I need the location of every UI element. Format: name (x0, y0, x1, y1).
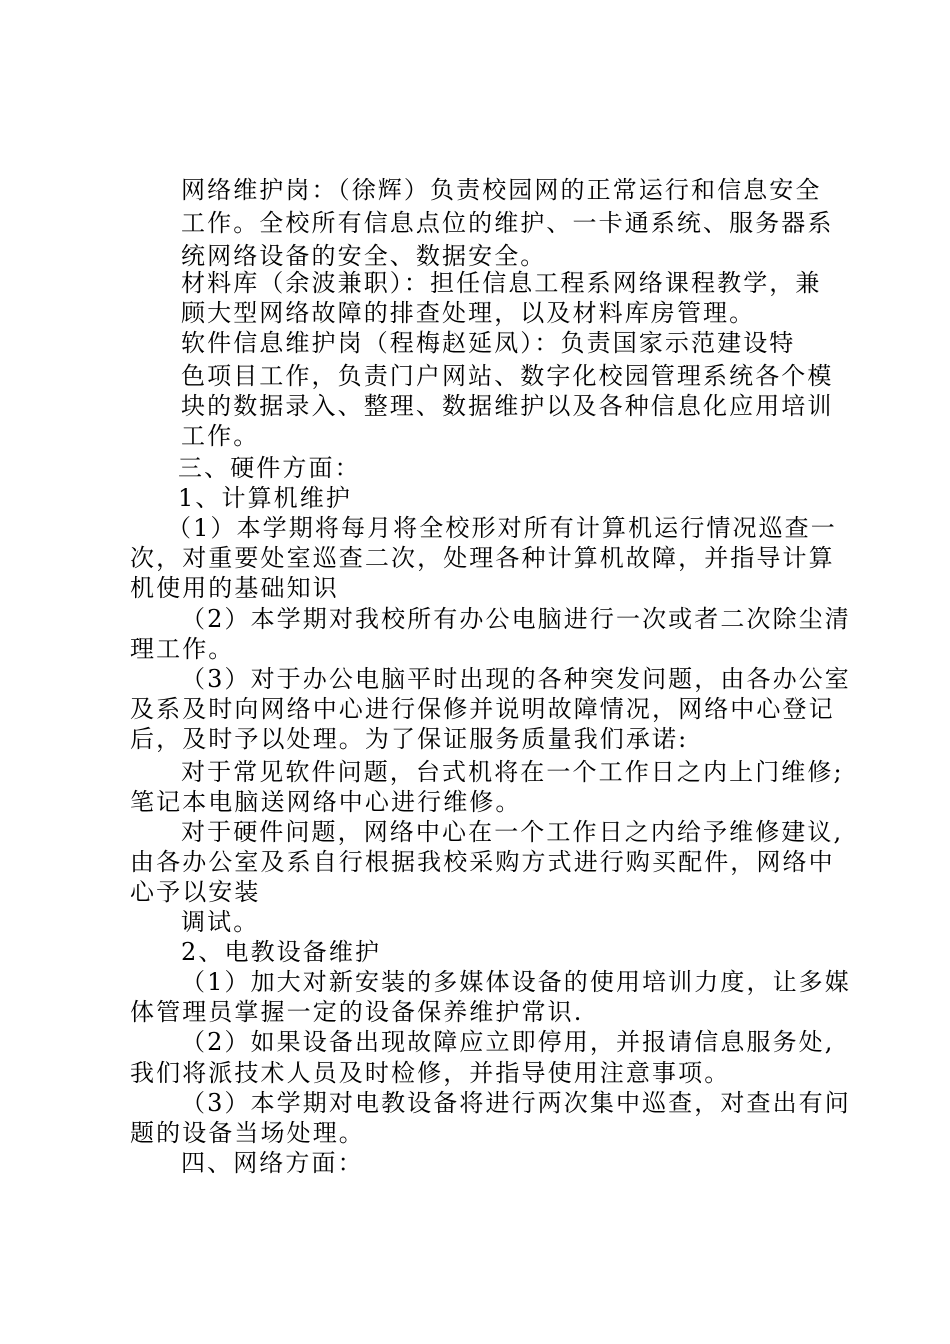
text-line: 对于硬件问题，网络中心在一个工作日之内给予维修建议, (181, 818, 844, 846)
text-line: 题的设备当场处理。 (130, 1119, 365, 1147)
text-line: 体管理员掌握一定的设备保养维护常识. (130, 998, 584, 1026)
text-line: （1）加大对新安装的多媒体设备的使用培训力度，让多媒 (181, 968, 851, 996)
text-line: （3）本学期对电教设备将进行两次集中巡查，对查出有问 (181, 1089, 851, 1117)
text-line: 材料库（余波兼职）：担任信息工程系网络课程教学，兼 (181, 269, 822, 297)
text-line: （2）如果设备出现故障应立即停用，并报请信息服务处, (181, 1028, 835, 1056)
text-line: 后，及时予以处理。为了保证服务质量我们承诺: (130, 725, 689, 753)
text-line: 网络维护岗：（徐辉）负责校园网的正常运行和信息安全 (181, 176, 822, 204)
text-line: 工作。全校所有信息点位的维护、一卡通系统、服务器系 (181, 209, 834, 237)
text-line: 理工作。 (130, 635, 235, 663)
text-line: 机使用的基础知识 (130, 574, 339, 602)
section-heading: 四、网络方面： (181, 1149, 364, 1177)
text-line: 调试。 (181, 908, 260, 936)
subsection-heading: 2、电教设备维护 (181, 938, 382, 966)
text-line: 块的数据录入、整理、数据维护以及各种信息化应用培训 (181, 392, 834, 420)
text-line: 软件信息维护岗（程梅赵延凤）：负责国家示范建设特 (181, 329, 796, 357)
text-line: 对于常见软件问题，台式机将在一个工作日之内上门维修; (181, 758, 844, 786)
text-line: 笔记本电脑送网络中心进行维修。 (130, 788, 522, 816)
text-line: 统网络设备的安全、数据安全。 (181, 242, 547, 270)
text-line: （3）对于办公电脑平时出现的各种突发问题，由各办公室 (181, 665, 851, 693)
text-line: 次，对重要处室巡查二次，处理各种计算机故障，并指导计算 (130, 544, 835, 572)
text-line: 由各办公室及系自行根据我校采购方式进行购买配件，网络中 (130, 848, 835, 876)
text-line: 心予以安装 (130, 878, 261, 906)
section-heading: 三、硬件方面： (178, 454, 361, 482)
text-line: （1）本学期将每月将全校形对所有计算机运行情况巡查一 (167, 514, 837, 542)
text-line: 色项目工作，负责门户网站、数字化校园管理系统各个模 (181, 362, 834, 390)
text-line: 顾大型网络故障的排查处理，以及材料库房管理。 (181, 299, 756, 327)
text-line: 及系及时向网络中心进行保修并说明故障情况，网络中心登记 (130, 695, 835, 723)
text-line: 我们将派技术人员及时检修，并指导使用注意事项。 (130, 1059, 731, 1087)
text-line: （2）本学期对我校所有办公电脑进行一次或者二次除尘清 (181, 605, 851, 633)
subsection-heading: 1、计算机维护 (178, 484, 352, 512)
text-line: 工作。 (181, 422, 260, 450)
